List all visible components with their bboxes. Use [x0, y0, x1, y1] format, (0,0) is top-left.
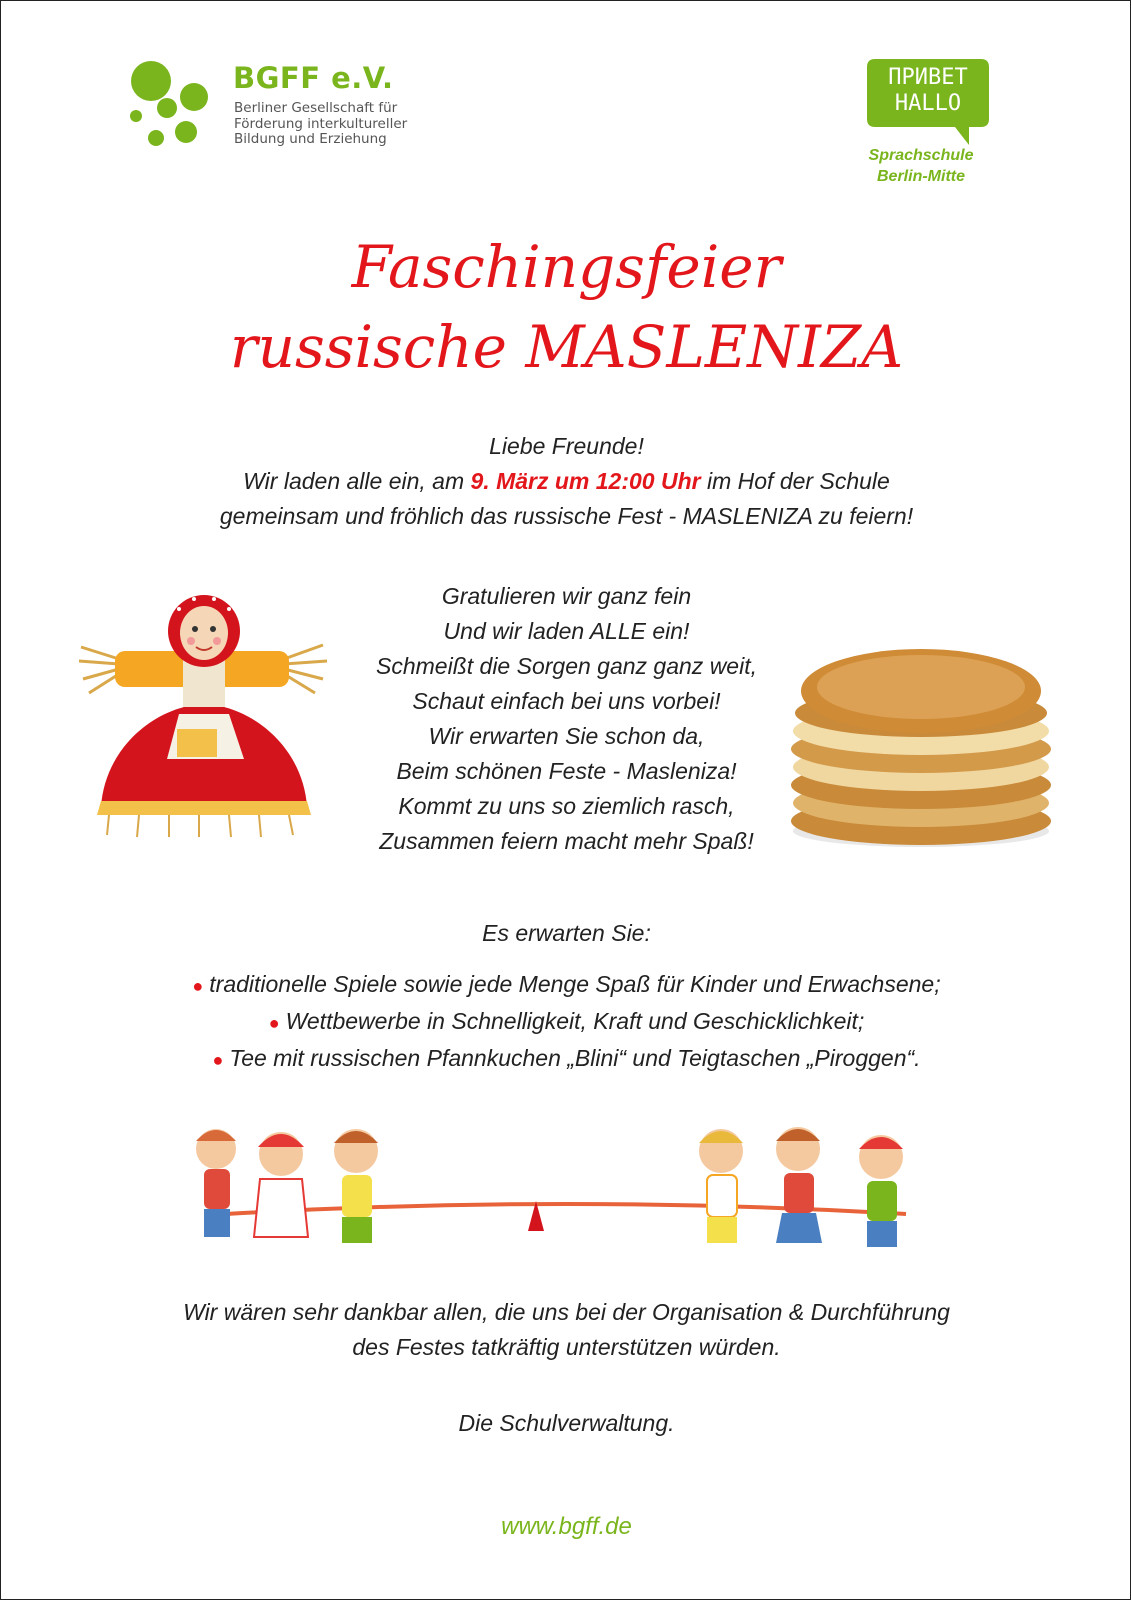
school-name — [851, 145, 991, 187]
org-name: BGFF e.V. — [233, 61, 394, 95]
intro-line-post: im Hof der Schule — [700, 468, 890, 494]
bullet-icon: ● — [192, 976, 204, 996]
poem-line: Wir erwarten Sie schon da, — [428, 723, 705, 749]
thanks-line: des Festes tatkräftig unterstützen würden. — [352, 1334, 781, 1360]
sprachschule-logo — [851, 59, 991, 189]
event-date-time: 9. März um 12:00 Uhr — [470, 468, 701, 494]
poem-line: Und wir laden ALLE ein! — [443, 618, 690, 644]
org-desc-line: Förderung interkultureller — [234, 115, 408, 132]
intro-line-pre: Wir laden alle ein, am — [243, 468, 471, 494]
list-item — [1, 967, 1131, 1004]
signature: Die Schulverwaltung. — [458, 1410, 675, 1436]
org-description — [234, 101, 407, 148]
org-desc-line: Berliner Gesellschaft für — [234, 100, 398, 116]
list-item — [1, 1041, 1131, 1078]
intro-greeting: Liebe Freunde! — [489, 433, 644, 459]
poem-line: Kommt zu uns so ziemlich rasch, — [398, 793, 735, 819]
bullet-icon: ● — [268, 1013, 280, 1033]
list-item-text: traditionelle Spiele sowie jede Menge Spaß für Kinder und Erwachsene; — [209, 971, 941, 997]
bgff-logo — [129, 59, 429, 159]
bullet-icon: ● — [212, 1050, 224, 1070]
thanks-line: Wir wären sehr dankbar allen, die uns bei der Organisation & Durchführung — [183, 1299, 950, 1325]
intro-date-line — [1, 464, 1131, 499]
poem-line: Schmeißt die Sorgen ganz ganz weit, — [376, 653, 757, 679]
list-item-text: Wettbewerbe in Schnelligkeit, Kraft und Geschicklichkeit; — [285, 1008, 865, 1034]
thanks-text — [1, 1295, 1131, 1365]
list-item-text: Tee mit russischen Pfannkuchen „Blini“ und Teigtaschen „Piroggen“. — [229, 1045, 921, 1071]
kids-tug-of-war-image — [186, 1119, 946, 1284]
intro-text — [1, 429, 1131, 534]
expect-heading: Es erwarten Sie: — [482, 920, 651, 946]
website-link[interactable]: www.bgff.de — [501, 1513, 632, 1540]
page-title — [1, 227, 1131, 387]
org-desc-line: Bildung und Erziehung — [234, 131, 387, 147]
school-name-line: Berlin-Mitte — [877, 168, 965, 185]
title-line-1: Faschingsfeier — [351, 233, 782, 301]
intro-line-3: gemeinsam und fröhlich das russische Fest - MASLENIZA zu feiern! — [219, 503, 914, 529]
bubble-text — [865, 65, 991, 117]
poem-line: Schaut einfach bei uns vorbei! — [412, 688, 721, 714]
school-name-line: Sprachschule — [868, 147, 974, 164]
poem-line: Beim schönen Feste - Masleniza! — [396, 758, 737, 784]
bgff-dots-icon — [129, 59, 229, 154]
pancake-stack-image — [781, 641, 1061, 856]
poem-line: Zusammen feiern macht mehr Spaß! — [379, 828, 754, 854]
expect-list — [1, 967, 1131, 1078]
title-line-2: russische MASLENIZA — [229, 313, 904, 381]
list-item — [1, 1004, 1131, 1041]
bubble-line-hallo: HALLO — [894, 91, 962, 116]
bubble-line-privet: ПРИВЕТ — [888, 65, 968, 90]
poem-line: Gratulieren wir ganz fein — [441, 583, 692, 609]
